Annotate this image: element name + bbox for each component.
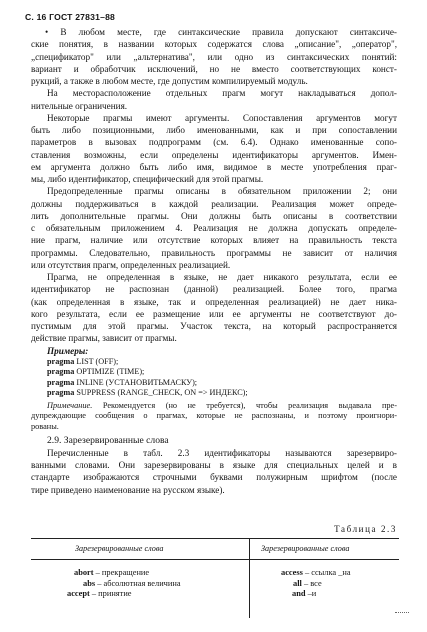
table-row [253,579,399,590]
reserved-word: all [293,578,302,588]
note-line [31,401,397,412]
reserved-word: accept [67,589,90,599]
code-line [31,388,397,399]
text-line: ские понятия, в названии которых содержатся слова „описание", „оператор", [31,39,397,50]
text-line: Предопределенные прагмы описаны в обязательном приложении 2; они [47,186,397,197]
text-line: пустимым для этой прагмы. Участок текста, на который распространяется [31,321,397,331]
code-keyword: pragma [47,367,75,377]
note-block [31,401,397,433]
table-col2 [253,568,399,600]
text-line: тире приведено наименование на русском языке). [31,484,225,495]
reserved-word: abort [74,568,94,577]
table-row [253,589,399,600]
code-line [31,378,397,389]
text-line: должны поддерживаться в каждой реализации. Реализация может опреде- [31,198,397,209]
paragraph-undefined-pragma [31,271,397,345]
paragraph-restrictions [31,87,397,112]
text-line: идентификатор не распознан (данной) реализацией. Более того, прагма [31,284,397,295]
section-title: 2.9. Зарезервированные слова [47,434,169,446]
paragraph-predefined-pragmas [31,185,397,271]
examples-block [31,345,397,399]
code-line [31,367,397,378]
reserved-word-translation: – ссылка _на [302,568,351,577]
note-label: Примечание. [47,400,93,410]
page-header: С. 16 ГОСТ 27831–88 [25,12,116,22]
text-line: стандарте изображаются строчными буквами полужирным шрифтом (после [31,472,397,483]
table-col1 [31,568,245,600]
reserved-word-translation: – все [301,578,322,588]
text-line: лить дополнительные прагмы. Они должны быть описаны в соответствии [31,210,397,221]
text-line: ставления возможны, если определены идентификаторы аргументов. Имен- [31,149,397,160]
table-row [31,589,245,600]
text-line: Перечисленные в табл. 2.3 идентификаторы называются зарезервиро- [47,447,397,458]
column-divider [249,538,250,618]
code-text: INLINE (УСТАНОВИТЬМАСКУ); [74,377,198,387]
text-line: „спецификатор" или „альтернатива", или одно из синтаксических понятий: [31,51,397,62]
text-line: с обязательным приложением 4. Реализация не должна допускать определе- [31,223,397,233]
code-text: LIST (OFF); [74,356,119,366]
reserved-word-translation: – абсолютная величина [95,578,181,588]
code-examples [31,357,397,399]
text-line: • В любом месте, где синтаксические правила допускают синтаксиче- [45,27,397,37]
text-line: ванными словами. Они зарезервированы в языке для специальных целей и в [31,460,397,471]
scan-mark [395,612,409,615]
table-header-row [31,538,399,560]
paragraph-arguments [31,112,397,186]
text-line: нительные ограничения. [31,100,128,111]
table-row [31,579,245,590]
document-body [31,26,397,496]
table-row [31,568,245,579]
text-line: действие прагмы, зависит от прагмы. [31,333,177,344]
paragraph-reserved-words [31,447,397,496]
text-line: кого результата, если ее размещение или ее аргументы не соответствуют до- [31,308,397,319]
note-line: рованы. [31,421,59,431]
reserved-word: abs [83,578,96,588]
text-line: быть либо позиционными, либо именованными, как и при сопоставлении [31,125,397,135]
text-line: ем аргумента должно быть либо имя, видимое в месте употребления праг- [31,161,397,172]
table-row [253,568,399,579]
code-keyword: pragma [47,377,75,387]
text-line: мы, либо идентификатор, специфический для этой прагмы. [31,174,264,184]
reserved-word-translation: – прекращение [93,568,150,577]
paragraph-pragma-placement [31,26,397,87]
reserved-word: access [281,568,303,577]
code-keyword: pragma [47,388,75,398]
code-line [31,357,397,368]
reserved-word-translation: – принятие [89,589,132,599]
code-text: OPTIMIZE (TIME); [74,367,145,377]
code-text: SUPPRESS (RANGE_CHECK, ON => ИНДЕКС); [74,388,248,398]
examples-label: Примеры: [47,345,89,356]
reserved-word: and [292,589,306,599]
table-caption: Таблица 2.3 [334,524,397,534]
text-line: параметров в вызовах подпрограмм (см. 6.4). Однако именованные сопо- [31,137,397,148]
table-header-col2: Зарезервированные слова [261,544,350,553]
reserved-word-translation: –и [305,589,317,599]
text-line: Некоторые прагмы имеют аргументы. Сопоставления аргументов могут [47,112,397,123]
text-line: программы. Следовательно, правильность программы не зависит от наличия [31,247,397,258]
text-line: (как определенная в языке, так и определенная реализацией) не дает ника- [31,296,397,307]
note-text: Рекомендуется (но не требуется), чтобы реализация выдавала пре- [92,400,397,410]
text-line: На месторасположение отдельных прагм могут накладываться допол- [47,88,397,99]
text-line: рукций, а также в любом месте, где допустим компилируемый модуль. [31,76,308,86]
text-line: ние прагм, наличие или отсутствие которых влияет на правильность текста [31,235,397,246]
text-line: Прагма, не определенная в языке, не дает никакого результата, если ее [47,272,397,282]
table-header-col1: Зарезервированные слова [75,544,164,553]
text-line: вариант и обработчик исключений, но не вместо соответствующих конст- [31,63,397,74]
text-line: или отсутствия прагм, определенных реализацией. [31,259,231,270]
code-keyword: pragma [47,356,75,366]
note-line: дупреждающие сообщения о прагмах, которые не распознаны, и поэтому проигнори- [31,411,397,421]
